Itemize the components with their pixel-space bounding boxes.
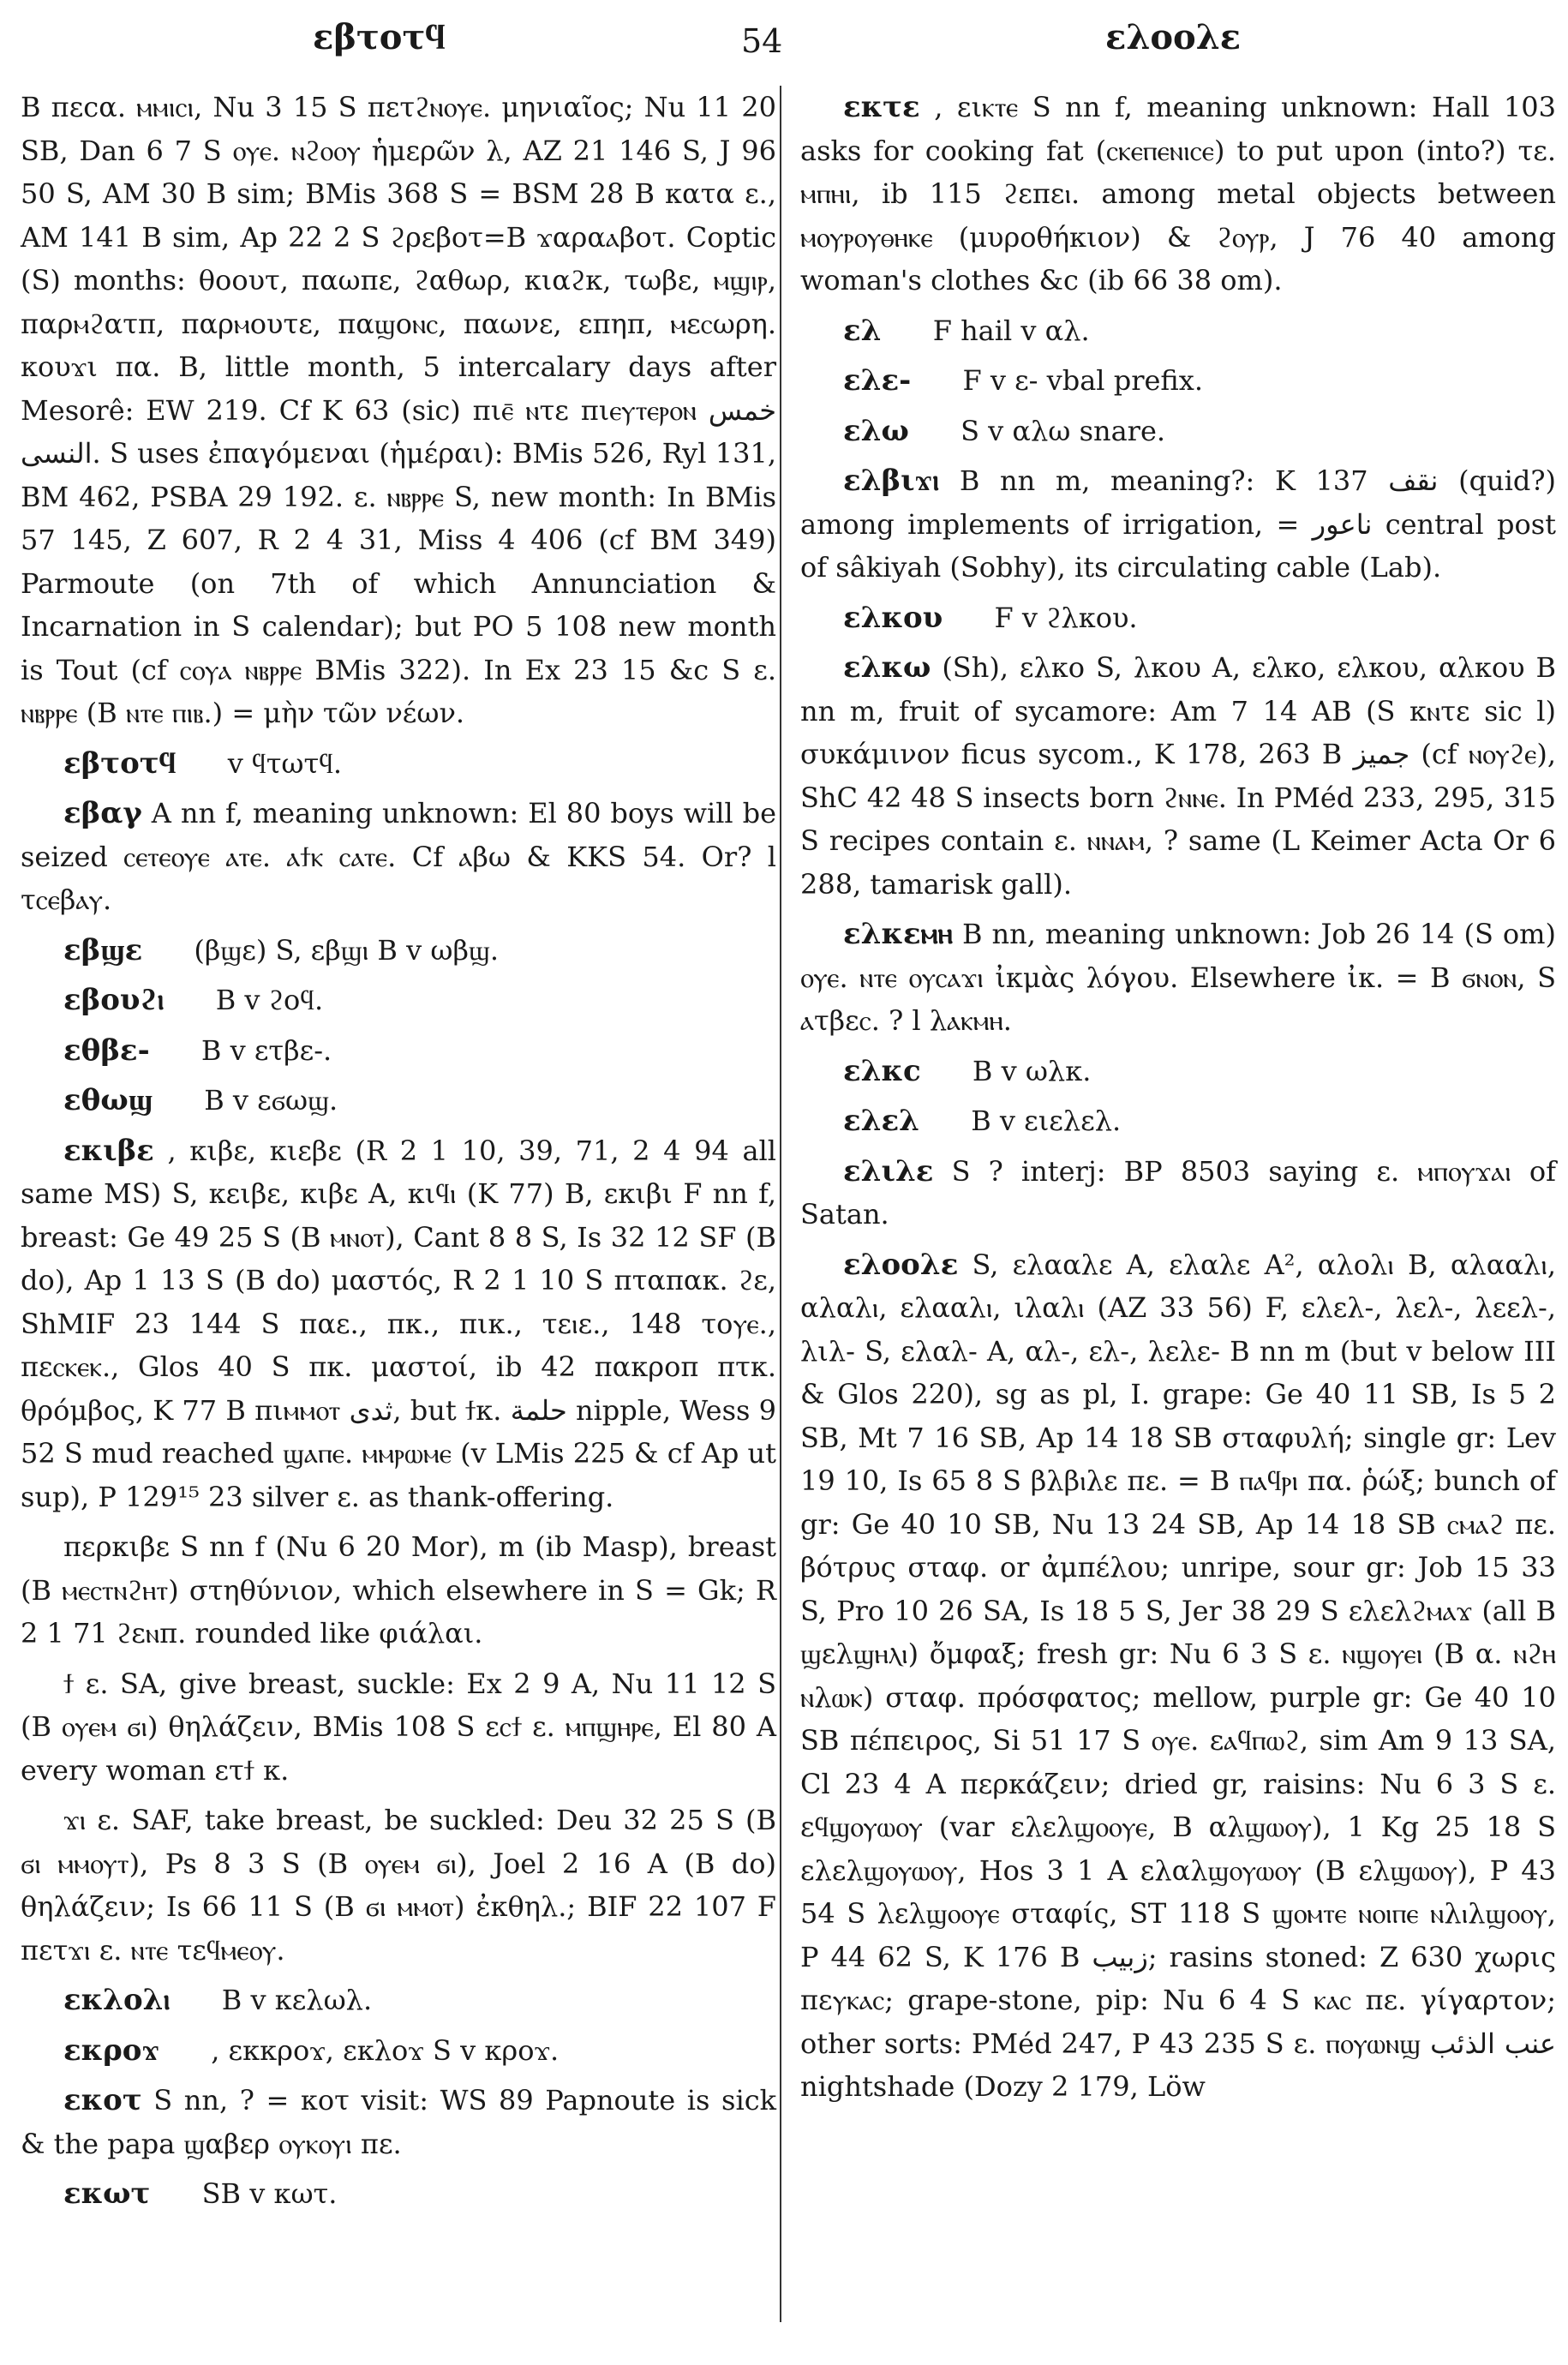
dictionary-entry bbox=[21, 792, 776, 922]
cross-reference: F v ϩλκου. bbox=[994, 601, 1138, 634]
entry-headword: ελκου bbox=[843, 600, 943, 635]
right-column bbox=[800, 86, 1556, 2116]
entry-text: B nn, meaning unknown: Job 26 14 (S om) ⲟⲩⲉ. ⲛⲧⲉ ⲟⲩⲥⲁϫⲓ ἰκμὰς λόγου. Elsewhere ἰκ. = B ϭⲛⲟⲛ, S ⲁτβεⲥ. ? l λⲁⲕⲙⲏ. bbox=[800, 918, 1557, 1037]
dictionary-entry bbox=[21, 1525, 776, 1656]
entry-headword: ελε- bbox=[843, 363, 912, 398]
entry-headword: εκροϫ bbox=[63, 2033, 160, 2068]
entry-text: B πεcα. ⲙⲙⲓⲥⲓ, Nu 3 15 S πετϩⲛⲟⲩⲉ. μηνιαῖος; Nu 11 20 SB, Dan 6 7 S ⲟⲩⲉ. ⲛϩⲟⲟⲩ ἡμερῶν λ, AZ 21 146 S, J 96 50 S, AM 30 B sim; BMis 368 S = BSM 28 B κατα ε., AM 141 B sim, Ap 22 2 S ϩρεβοτ=B ϫαραⲁβοτ. Coptic (S) months: θοουτ, παωπε, ϩαθωρ, κιαϩκ, τωβε, ⲙϣⲓⲣ, παρⲙϩατπ, παρⲙουτε, παϣοⲛⲥ, παωνε, επηπ, ⲙεⲥωρη. κουϫι πα. B, little month, 5 intercalary days after Mesorê: EW 219. Cf K 63 (sic) πιⲉ̄ ⲛτε πιⲉⲩⲧⲉⲣⲟⲛ خمس النسى. S uses ἐπαγόμεναι (ἡμέραι): BMis 526, Ryl 131, BM 462, PSBA 29 192. ε. ⲛⲃⲣⲣⲉ S, new month: In BMis 57 145, Z 607, R 2 4 31, Miss 4 406 (cf BM 349) Parmoute (on 7th of which Annunciation & Incarnation in S calendar); but PO 5 108 new month is Tout (cf ⲥⲟⲩⲁ ⲛⲃⲣⲣⲉ BMis 322). In Ex 23 15 &c S ε. ⲛⲃⲣⲣⲉ (B ⲛⲧⲉ ⲡⲓⲃ.) = μὴν τῶν νέων. bbox=[21, 91, 776, 729]
entry-headword: εβουϩⲓ bbox=[63, 983, 165, 1017]
dictionary-entry bbox=[21, 979, 776, 1022]
entry-headword: ελοολε bbox=[843, 1247, 959, 1282]
cross-reference: B v ετβε-. bbox=[200, 1033, 332, 1067]
dictionary-entry bbox=[800, 1150, 1556, 1236]
entry-text: B nn m, meaning?: K 137 نقف (quid?) among implements of irrigation, = ناعور central post of sâkiyah (Sobhy), its circulating cable (Lab). bbox=[800, 464, 1557, 584]
dictionary-entry bbox=[800, 646, 1556, 906]
left-column bbox=[21, 86, 776, 2223]
entry-headword: ελω bbox=[843, 413, 909, 448]
cross-reference: F hail v αλ. bbox=[932, 314, 1090, 347]
entry-headword: εβϣε bbox=[63, 932, 143, 967]
dictionary-entry bbox=[21, 929, 776, 973]
cross-reference: B v εϭωϣ. bbox=[204, 1084, 338, 1117]
dictionary-entry bbox=[21, 86, 776, 735]
entry-text: , ειⲕⲧⲉ S nn f, meaning unknown: Hall 103 asks for cooking fat (ⲥⲕⲉⲡⲉⲛⲓⲥⲉ) to put upon (into?) τε. ⲙⲡⲏⲓ, ib 115 ϩεπεⲓ. among metal objects between ⲙⲟⲩⲣⲟⲩⲑⲏⲕⲉ (μυροθήκιον) & ϩⲟⲩⲣ, J 76 40 among woman's clothes &c (ib 66 38 om). bbox=[800, 91, 1556, 296]
dictionary-entry bbox=[800, 410, 1556, 453]
running-head-right: ελοολε bbox=[1105, 17, 1242, 57]
cross-reference: S v αλω snare. bbox=[961, 414, 1166, 447]
entry-headword: εβτοτϥ bbox=[63, 745, 177, 781]
dictionary-entry bbox=[21, 2029, 776, 2073]
dictionary-entry bbox=[21, 2172, 776, 2216]
entry-headword: ελκεⲙⲏ bbox=[843, 917, 953, 951]
entry-text: S nn, ? = κοτ visit: WS 89 Papnoute is sick & the papa ϣαβερ ⲟⲩⲕⲟⲩⲓ πε. bbox=[21, 2084, 777, 2160]
entry-headword: εκωτ bbox=[63, 2176, 151, 2211]
cross-reference: (βϣε) S, εβϣⲓ B v ωβϣ. bbox=[194, 933, 500, 967]
dictionary-entry bbox=[800, 1050, 1556, 1093]
dictionary-entry bbox=[800, 1099, 1556, 1143]
entry-headword: ελκω bbox=[843, 650, 931, 685]
cross-reference: v ϥτωτϥ. bbox=[227, 746, 343, 780]
entry-headword: εθωϣ bbox=[63, 1083, 153, 1117]
page-header bbox=[0, 17, 1568, 69]
column-divider bbox=[780, 86, 781, 2322]
entry-headword: ελιλε bbox=[843, 1153, 934, 1188]
entry-headword: εθβε- bbox=[63, 1033, 150, 1068]
dictionary-entry bbox=[21, 2079, 776, 2165]
entry-headword: εκιβε bbox=[63, 1133, 154, 1168]
entry-text: (Sh), ελκο S, λκου A, ελκο, ελκου, αλκου B nn m, fruit of sycamore: Am 7 14 AB (S κⲛτε sic l) συκάμινον ficus sycom., K 178, 263 B جميز (cf ⲛⲟⲩϩⲉ), ShC 42 48 S insects born ϩⲛⲛⲉ. In PMéd 233, 295, 315 S recipes contain ε. ⲛⲛⲁⲙ, ? same (L Keimer Acta Or 6 288, tamarisk gall). bbox=[800, 651, 1557, 901]
dictionary-entry bbox=[21, 1979, 776, 2022]
dictionary-entry bbox=[21, 1662, 776, 1793]
entry-text: ϯ ε. SA, give breast, suckle: Ex 2 9 A, Nu 11 12 S (B ⲟⲩⲉⲙ ϭⲓ) θηλάζειν, BMis 108 S εⲥϯ ε. ⲙⲡϣⲏⲣⲉ, El 80 A every woman ετϯ κ. bbox=[21, 1667, 776, 1787]
dictionary-entry bbox=[800, 596, 1556, 640]
dictionary-entry bbox=[800, 309, 1556, 353]
cross-reference: B v κελωλ. bbox=[221, 1984, 373, 2016]
dictionary-entry bbox=[21, 1799, 776, 1972]
entry-text: , κιβε, κιεβε (R 2 1 10, 39, 71, 2 4 94 all same MS) S, κειβε, κιβε A, κιϥⲓ (K 77) B, εκιβι F nn f, breast: Ge 49 25 S (B ⲙⲛⲟⲧ), Cant 8 8 S, Is 32 12 SF (B do), Ap 1 13 S (B do) μαστός, R 2 1 10 S πταπακ. ϩε, ShMIF 23 144 S παε., πκ., πικ., τεⲓε., 148 τοⲩⲉ., πεⲥⲕⲉⲕ., Glos 40 S πκ. μαστοί, ib 42 πακροπ πτκ. θρόμβος, K 77 B πιⲙⲙⲟⲧ ثدى, but ϯκ. حلمة nipple, Wess 9 52 S mud reached ϣⲁⲡⲉ. ⲙⲙⲣⲱⲙⲉ (v LMis 225 & cf Ap ut sup), P 129¹⁵ 23 silver ε. as thank-offering. bbox=[21, 1134, 777, 1513]
entry-headword: ελελ bbox=[843, 1104, 920, 1138]
dictionary-entry bbox=[800, 1243, 1556, 2109]
dictionary-entry bbox=[21, 1079, 776, 1123]
entry-text: περκιβε S nn f (Nu 6 20 Mor), m (ib Masp), breast (B ⲙⲉⲥⲧⲛϩⲏⲧ) στηθύνιον, which elsewhere in S = Gk; R 2 1 71 ϩεⲛπ. rounded like φιάλαι. bbox=[21, 1530, 776, 1650]
dictionary-entry bbox=[800, 459, 1556, 590]
entry-text: S, ελααλε A, ελαλε A², αλολⲓ B, αλααλⲓ, αλαλⲓ, ελααλⲓ, ιλαλⲓ (AZ 33 56) F, ελελ-, λελ-, λεελ-, λιλ- S, ελαλ- A, αλ-, ελ-, λελε- B nn m (but v below III & Glos 220), sg as pl, I. grape: Ge 40 11 SB, Is 5 2 SB, Mt 7 16 SB, Ap 14 18 SB σταφυλή; single gr: Lev 19 10, Is 65 8 S βλβⲓλε πε. = B ⲡⲁϥⲣⲓ πα. ῥώξ; bunch of gr: Ge 40 10 SB, Nu 13 24 SB, Ap 14 18 SB ⲥⲙⲁϩ πε. βότρυς σταφ. or ἀμπέλου; unripe, sour gr: Job 15 33 S, Pro 10 26 SA, Is 18 5 S, Jer 38 29 S ελελϩⲙⲁϫ (all B ϣελϣⲏⲗⲓ) ὄμφαξ; fresh gr: Nu 6 3 S ε. ⲛϣⲟⲩⲉⲓ (B α. ⲛϩⲏ ⲛλⲱⲕ) σταφ. πρόσφατος; mellow, purple gr: Ge 40 10 SB πέπειρος, Si 51 17 S ⲟⲩⲉ. εⲁϥⲡⲱϩ, sim Am 9 13 SA, Cl 23 4 A περκάζειν; dried gr, raisins: Nu 6 3 S ε. εϥϣⲟⲩⲱⲟⲩ (var ελελϣⲟⲟⲩⲉ, B αλϣⲱⲟⲩ), 1 Kg 25 18 S ελελϣⲟⲩⲱⲟⲩ, Hos 3 1 A ελαλϣⲟⲩⲱⲟⲩ (B ελϣⲱⲟⲩ), P 43 54 S λελϣⲟⲟⲩⲉ σταφίς, ST 118 S ϣⲟⲙⲧⲉ ⲛⲟⲓⲡⲉ ⲛλⲓλϣⲟⲟⲩ, P 44 62 S, K 176 B زبيب; rasins stoned: Z 630 χωρις πεⲩⲕⲁⲥ; grape-stone, pip: Nu 6 4 S ⲕⲁⲥ πε. γίγαρτον; other sorts: PMéd 247, P 43 235 S ε. ⲡⲟⲩⲱⲛϣ عنب الذئب nightshade (Dozy 2 179, Löw bbox=[800, 1248, 1557, 2103]
running-head-left: εβτοτϥ bbox=[313, 17, 446, 57]
entry-text: ϫⲓ ε. SAF, take breast, be suckled: Deu 32 25 S (B ϭⲓ ⲙⲙⲟⲩⲧ), Ps 8 3 S (B ⲟⲩⲉⲙ ϭⲓ), Joel 2 16 A (B do) θηλάζειν; Is 66 11 S (B ϭⲓ ⲙⲙⲟⲧ) ἐκθηλ.; BIF 22 107 F πετϫⲓ ε. ⲛⲧⲉ τεϥⲙⲉⲟⲩ. bbox=[21, 1804, 776, 1967]
dictionary-entry bbox=[21, 742, 776, 786]
cross-reference: B v ωλκ. bbox=[972, 1054, 1092, 1087]
entry-headword: ελβιϫⲓ bbox=[843, 464, 940, 498]
entry-text: A nn f, meaning unknown: El 80 boys will be seized ⲥⲉⲧⲉⲟⲩⲉ ⲁⲧⲉ. ⲁϯⲕ ⲥⲁⲧⲉ. Cf ⲁβω & KKS 54. Or? l τⲥⲉβⲁⲩ. bbox=[21, 797, 777, 916]
page-number: 54 bbox=[741, 22, 783, 60]
dictionary-entry bbox=[800, 86, 1556, 302]
dictionary-entry bbox=[21, 1129, 776, 1519]
cross-reference: F v ε- vbal prefix. bbox=[962, 364, 1203, 397]
entry-headword: εκοτ bbox=[63, 2083, 142, 2117]
entry-headword: εκτε bbox=[843, 90, 920, 124]
entry-headword: ελ bbox=[843, 313, 882, 348]
dictionary-entry bbox=[21, 1029, 776, 1073]
cross-reference: B v ειελελ. bbox=[971, 1105, 1122, 1137]
cross-reference: , εκκροϫ, εκλοϫ S v κροϫ. bbox=[211, 2033, 560, 2067]
entry-headword: ελκc bbox=[843, 1053, 921, 1088]
entry-headword: εκλολⲓ bbox=[63, 1983, 171, 2017]
cross-reference: SB v κωτ. bbox=[201, 2177, 338, 2210]
entry-headword: εβαγ bbox=[63, 796, 142, 830]
dictionary-entry bbox=[800, 913, 1556, 1043]
entry-text: S ? interj: BP 8503 saying ε. ⲙⲡⲟⲩϫⲁⲓ of Satan. bbox=[800, 1154, 1557, 1230]
dictionary-entry bbox=[800, 359, 1556, 403]
cross-reference: B v ϩοϥ. bbox=[215, 984, 324, 1016]
